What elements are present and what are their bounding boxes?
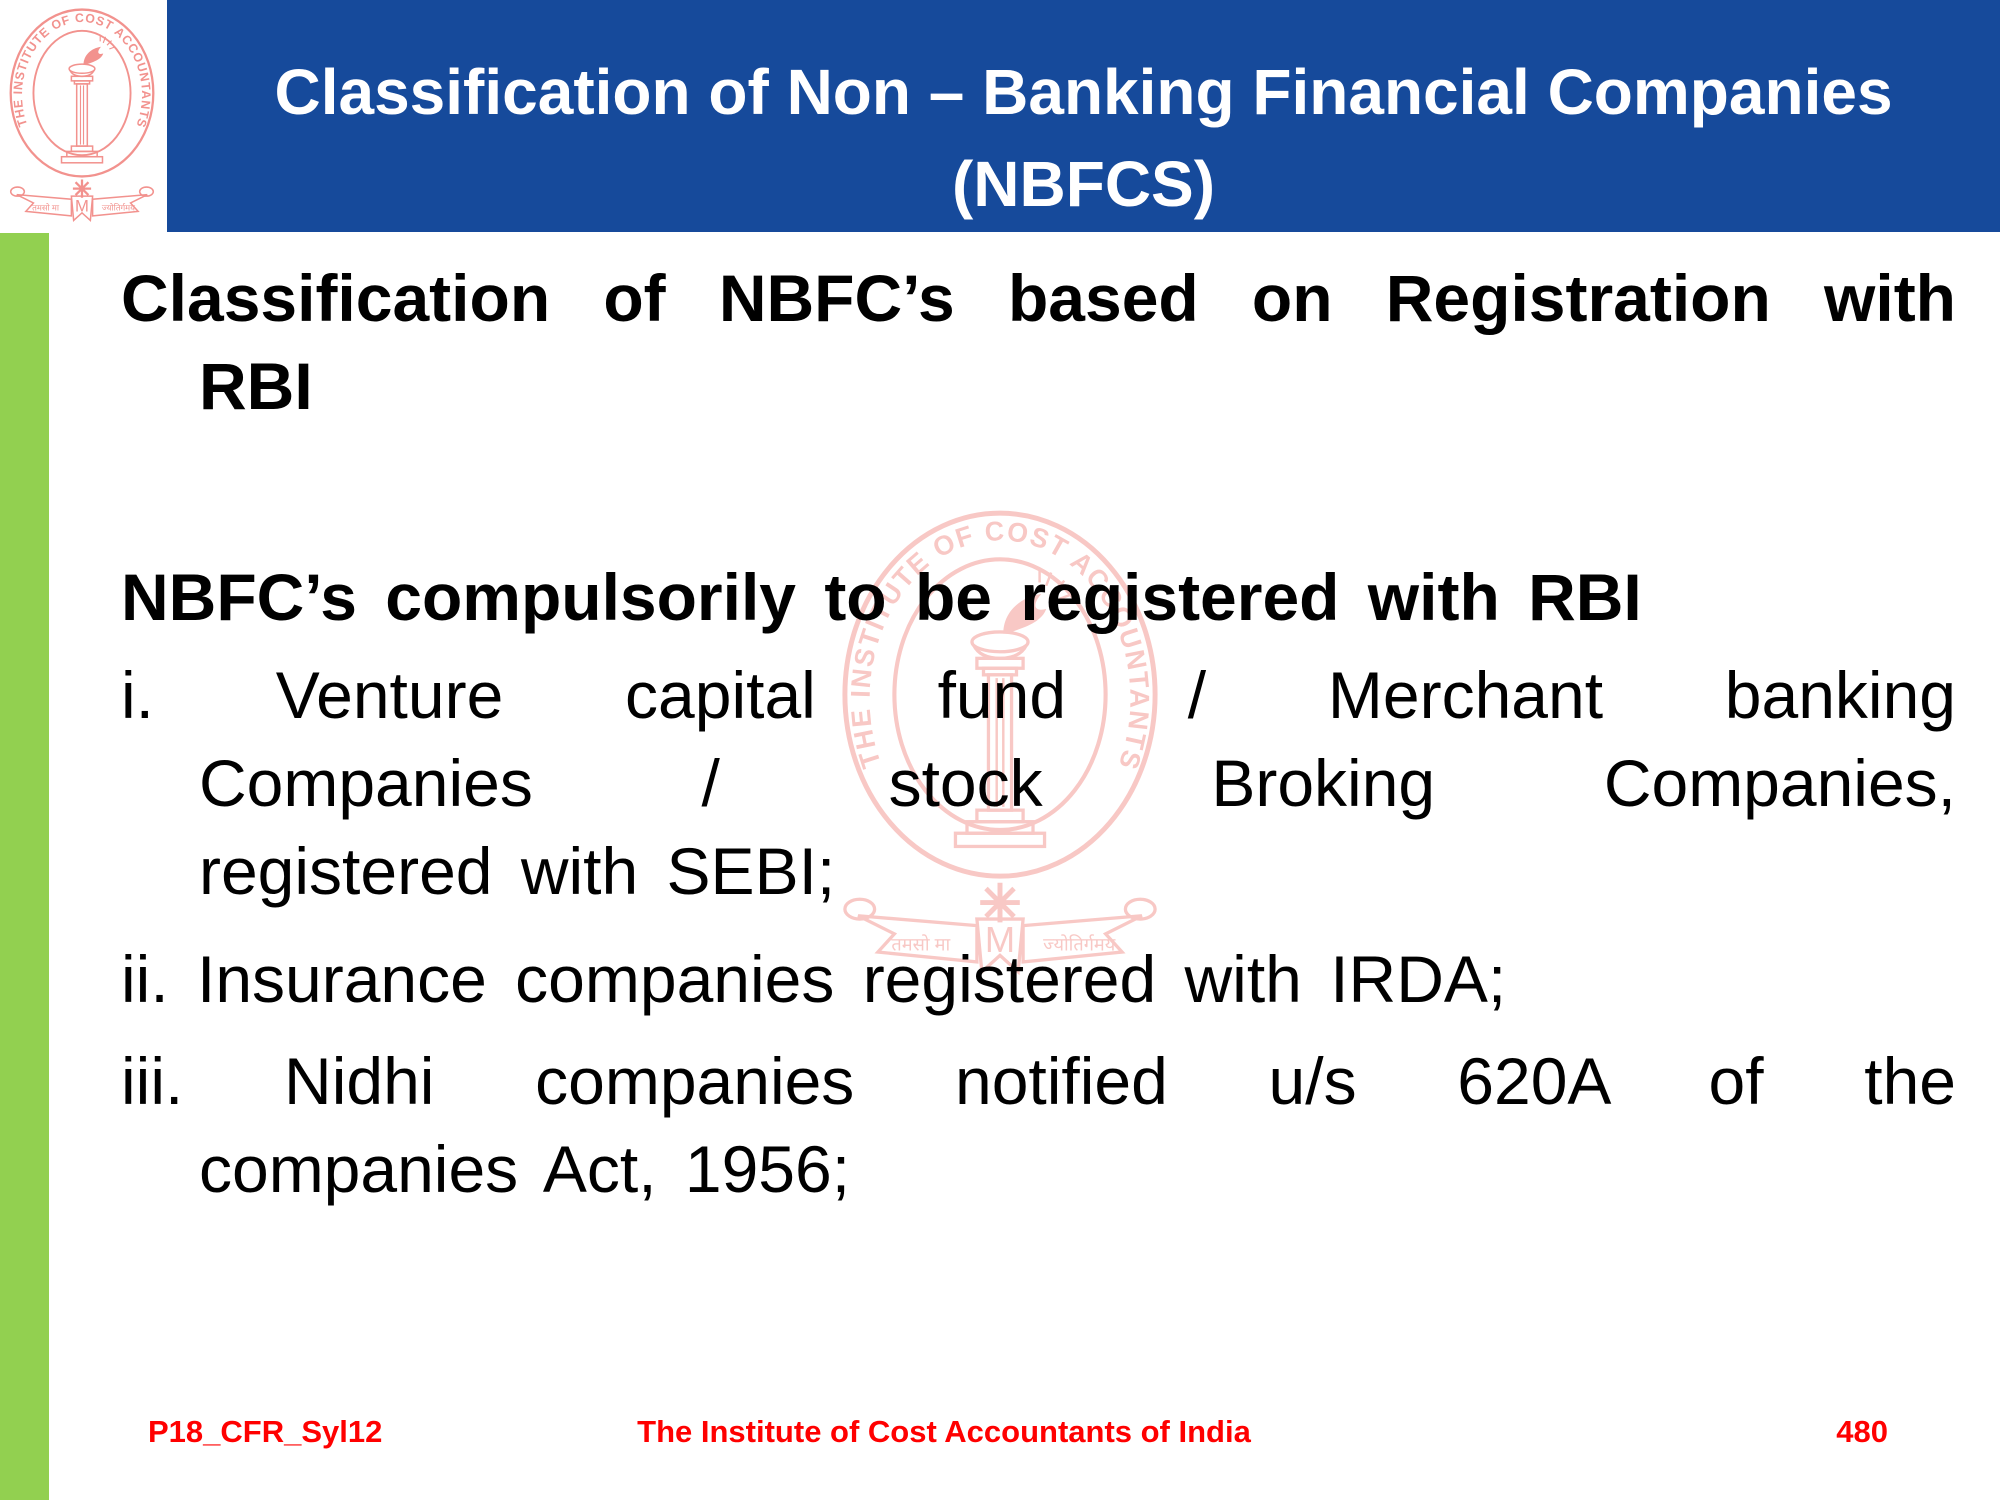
paragraph <box>121 254 1956 430</box>
text-line: RBI <box>199 349 313 423</box>
institute-logo-box <box>0 0 167 232</box>
paragraph <box>121 935 1956 1023</box>
paragraph <box>121 651 1956 915</box>
slide-footer <box>0 1414 2000 1458</box>
institute-logo-icon <box>6 5 158 225</box>
green-accent-bar <box>0 233 49 1500</box>
text-line: Classification of NBFC’s based on Registration with <box>121 261 1956 335</box>
paragraph <box>121 1037 1956 1213</box>
slide-title-line2: (NBFCS) <box>951 148 1216 220</box>
text-line: ii. Insurance companies registered with IRDA; <box>121 942 1507 1016</box>
paragraph <box>121 553 1956 641</box>
slide-title-bar <box>167 0 2000 232</box>
text-line: companies Act, 1956; <box>199 1132 851 1206</box>
footer-doc-code: P18_CFR_Syl12 <box>148 1414 383 1449</box>
text-line: NBFC’s compulsorily to be registered with RBI <box>121 560 1642 634</box>
text-line: Companies / stock Broking Companies, <box>199 746 1956 820</box>
text-line: i. Venture capital fund / Merchant banking <box>121 658 1956 732</box>
text-line: iii. Nidhi companies notified u/s 620A of the <box>121 1044 1956 1118</box>
footer-page-number: 480 <box>1836 1414 1888 1449</box>
body-text <box>121 254 1956 1213</box>
footer-institute-name: The Institute of Cost Accountants of India <box>637 1414 1251 1449</box>
slide-title-line1: Classification of Non – Banking Financial Companies <box>274 56 1893 128</box>
text-line: registered with SEBI; <box>199 834 836 908</box>
